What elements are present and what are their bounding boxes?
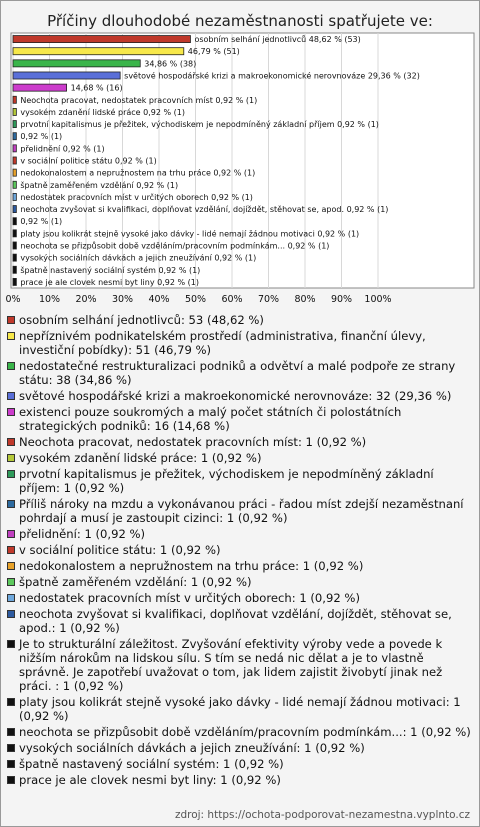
bar — [13, 193, 16, 200]
bar-label: osobním selhání jednotlivců 48,62 % (53) — [194, 35, 361, 45]
legend-swatch — [7, 316, 15, 324]
legend-swatch — [7, 760, 15, 768]
bar-label: nedokonalostem a nepružnostem na trhu práce 0,92 % (1) — [20, 168, 256, 178]
bar — [13, 36, 190, 43]
bar — [13, 254, 16, 261]
legend-entry — [7, 389, 473, 403]
x-tick-label: 40% — [148, 294, 170, 305]
legend-text: nedostatek pracovních míst v určitých oborech: 1 (0,92 %) — [19, 591, 360, 605]
legend-entry — [7, 527, 473, 541]
bar-label: prvotní kapitalismus je přežitek, východiskem je nepodmíněný základní příjem 0,92 % (1) — [20, 120, 379, 130]
bar — [13, 48, 184, 55]
legend-entry — [7, 725, 473, 739]
bar-label: vysokých sociálních dávkách a jejich zneužívání 0,92 % (1) — [20, 253, 257, 263]
bar — [13, 157, 16, 164]
x-tick-label: 100% — [364, 294, 392, 305]
bar — [13, 145, 16, 152]
legend-swatch — [7, 530, 15, 538]
legend-swatch — [7, 332, 15, 340]
legend-swatch — [7, 594, 15, 602]
legend-text: vysokém zdanění lidské práce: 1 (0,92 %) — [19, 451, 262, 465]
legend-text: v sociální politice státu: 1 (0,92 %) — [19, 543, 221, 557]
legend-entry — [7, 695, 473, 723]
legend-entry — [7, 313, 473, 327]
bar — [13, 121, 16, 128]
x-tick-label: 50% — [184, 294, 207, 305]
bar-label: prace je ale clovek nesmi byt liny 0,92 % (1) — [20, 277, 199, 287]
legend-entry — [7, 637, 473, 693]
bar-label: 0,92 % (1) — [20, 217, 63, 227]
legend-swatch — [7, 640, 15, 648]
legend-swatch — [7, 362, 15, 370]
legend-swatch — [7, 728, 15, 736]
legend-text: Je to strukturální záležitost. Zvyšování efektivity výroby vede a povede k nižším nárokům na lidskou sílu. S tím se nedá nic dělat a je to vlastně správně. Je zapotřebí uvažovat o tom, jak lidem zajistit živobytí jinak než práci. : 1 (0,92 %) — [19, 637, 443, 693]
bar-label: platy jsou kolikrát stejně vysoké jako dávky - lidé nemají žádnou motivaci 0,92 % (1) — [20, 229, 360, 239]
bar — [13, 72, 120, 79]
bar-label: v sociální politice státu 0,92 % (1) — [20, 156, 157, 166]
legend-entry — [7, 359, 473, 387]
legend-text: světové hospodářské krizi a makroekonomické nerovnováze: 32 (29,36 %) — [19, 389, 452, 403]
legend-swatch — [7, 698, 15, 706]
legend-text: přelidnění: 1 (0,92 %) — [19, 527, 146, 541]
legend-text: nepříznivém podnikatelském prostředí (administrativa, finanční úlevy, investiční pobídky): 51 (46,79 %) — [19, 329, 426, 357]
legend-swatch — [7, 578, 15, 586]
legend-swatch — [7, 744, 15, 752]
bar — [13, 181, 16, 188]
legend-entry — [7, 435, 473, 449]
bar — [13, 242, 16, 249]
legend-text: špatně zaměřeném vzdělání: 1 (0,92 %) — [19, 575, 252, 589]
x-tick-label: 80% — [294, 294, 316, 305]
legend-entry — [7, 607, 473, 635]
chart-title: Příčiny dlouhodobé nezaměstnanosti spatřujete ve: — [47, 12, 433, 30]
bar-label: 46,79 % (51) — [187, 47, 240, 57]
legend-entry — [7, 405, 473, 433]
legend-text: nedokonalostem a nepružnostem na trhu práce: 1 (0,92 %) — [19, 559, 364, 573]
legend-entry — [7, 591, 473, 605]
legend-entry — [7, 543, 473, 557]
legend-swatch — [7, 610, 15, 618]
x-tick-label: 0% — [5, 294, 21, 305]
bar — [13, 60, 140, 67]
x-tick-label: 20% — [75, 294, 97, 305]
legend-entry — [7, 773, 473, 787]
legend-swatch — [7, 470, 15, 478]
source-note: zdroj: https://ochota-podporovat-nezamestna.vyplnto.cz — [174, 809, 470, 821]
bar-label: neochota zvyšovat si kvalifikaci, doplňovat vzdělání, dojíždět, stěhovat se, apod. 0,92 % (1) — [20, 205, 389, 215]
legend-swatch — [7, 438, 15, 446]
legend-text: špatně nastavený sociální systém: 1 (0,92 %) — [19, 757, 284, 771]
legend-entry — [7, 451, 473, 465]
legend-entry — [7, 497, 473, 525]
bar — [13, 278, 16, 285]
legend-entry — [7, 575, 473, 589]
legend-entry — [7, 467, 473, 495]
legend-text: platy jsou kolikrát stejně vysoké jako dávky - lidé nemají žádnou motivaci: 1 (0,92 %) — [19, 695, 461, 723]
legend-swatch — [7, 500, 15, 508]
bar — [13, 218, 16, 225]
legend-text: neochota zvyšovat si kvalifikaci, doplňovat vzdělání, dojíždět, stěhovat se, apod.: 1 (0,92 %) — [19, 607, 452, 635]
bar-label: 34,86 % (38) — [144, 59, 197, 69]
bar — [13, 96, 16, 103]
bar — [13, 206, 16, 213]
legend-text: vysokých sociálních dávkách a jejich zneužívání: 1 (0,92 %) — [19, 741, 365, 755]
bar — [13, 108, 16, 115]
legend-text: prace je ale clovek nesmi byt liny: 1 (0,92 %) — [19, 773, 281, 787]
bar-label: světové hospodářské krizi a makroekonomické nerovnováze 29,36 % (32) — [124, 71, 420, 81]
bar — [13, 266, 16, 273]
x-tick-label: 60% — [221, 294, 243, 305]
bar-label: 0,92 % (1) — [20, 132, 63, 142]
legend-text: nedostatečné restrukturalizaci podniků a odvětví a malé podpoře ze strany státu: 38 (34,86 %) — [19, 359, 456, 387]
legend-text: osobním selhání jednotlivců: 53 (48,62 %) — [19, 313, 264, 327]
legend-text: Příliš nároky na mzdu a vykonávanou práci - řadou míst zdejší nezaměstnaní pohrdají a musí je zastoupit cizinci: 1 (0,92 %) — [19, 497, 464, 525]
bar-label: Neochota pracovat, nedostatek pracovních míst 0,92 % (1) — [20, 95, 258, 105]
bar-chart — [0, 0, 480, 310]
legend-swatch — [7, 454, 15, 462]
bar-label: špatně nastavený sociální systém 0,92 % (1) — [20, 265, 201, 275]
legend-entry — [7, 757, 473, 771]
legend-entry — [7, 329, 473, 357]
bar-label: přelidnění 0,92 % (1) — [20, 144, 105, 154]
legend-swatch — [7, 408, 15, 416]
x-tick-label: 70% — [257, 294, 280, 305]
bar-label: špatně zaměřeném vzdělání 0,92 % (1) — [20, 180, 179, 190]
bar-label: 14,68 % (16) — [70, 83, 123, 93]
legend-swatch — [7, 546, 15, 554]
bar-label: neochota se přizpůsobit době vzděláním/pracovním podmínkám... 0,92 % (1) — [20, 241, 330, 251]
legend-entry — [7, 559, 473, 573]
legend-text: Neochota pracovat, nedostatek pracovních míst: 1 (0,92 %) — [19, 435, 367, 449]
bar — [13, 84, 67, 91]
legend-entry — [7, 741, 473, 755]
x-tick-label: 30% — [111, 294, 134, 305]
legend-text: neochota se přizpůsobit době vzděláním/pracovním podmínkám...: 1 (0,92 %) — [19, 725, 471, 739]
legend-text: prvotní kapitalismus je přežitek, východiskem je nepodmíněný základní příjem: 1 (0,92 %) — [19, 467, 434, 495]
legend-text: existenci pouze soukromých a malý počet státních či polostátních strategických podniků: 16 (14,68 %) — [19, 405, 402, 433]
bar — [13, 169, 16, 176]
x-tick-label: 90% — [330, 294, 353, 305]
legend-swatch — [7, 562, 15, 570]
bar-label: vysokém zdanění lidské práce 0,92 % (1) — [20, 107, 185, 117]
legend-swatch — [7, 776, 15, 784]
bar — [13, 230, 16, 237]
bar-label: nedostatek pracovních míst v určitých oborech 0,92 % (1) — [20, 192, 253, 202]
x-tick-label: 10% — [38, 294, 61, 305]
bar — [13, 133, 16, 140]
chart-legend — [7, 313, 473, 789]
legend-swatch — [7, 392, 15, 400]
